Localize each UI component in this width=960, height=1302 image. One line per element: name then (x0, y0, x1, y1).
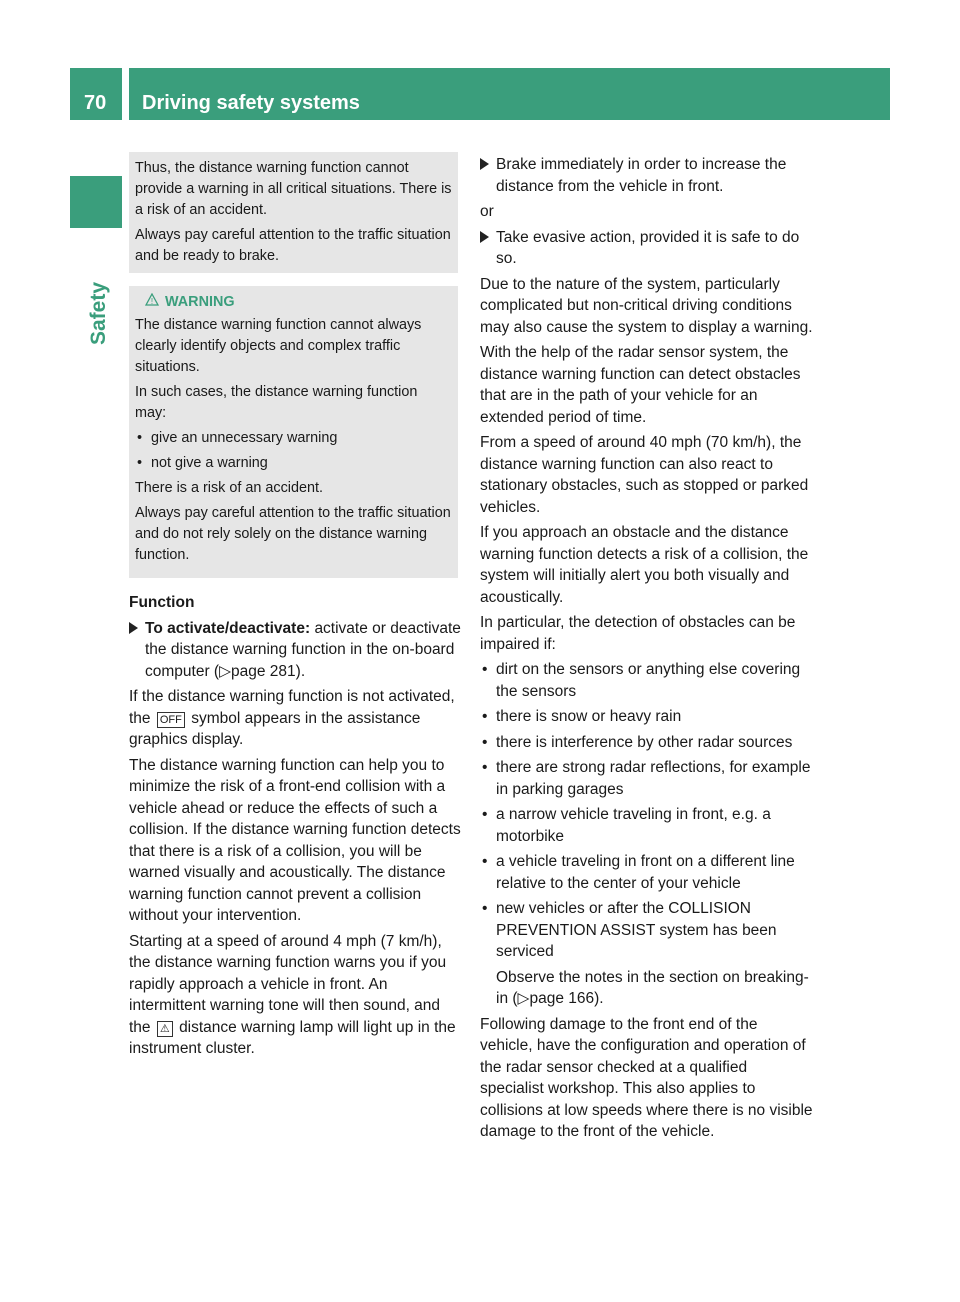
note: Observe the notes in the section on breaking-in (▷page 166). (496, 968, 809, 1007)
warning-title: WARNING (165, 294, 235, 310)
list-item: • dirt on the sensors or anything else covering the sensors (482, 661, 801, 700)
warning-paragraph: Always pay careful attention to the traffic situation and do not rely solely on the distance warning function. (135, 505, 451, 563)
or-text: or (480, 203, 494, 220)
paragraph: With the help of the radar sensor system, the distance warning function can detect obstacles that are in the path of your vehicle for an extended period of time. (480, 344, 801, 426)
box-paragraph: Thus, the distance warning function cannot provide a warning in all critical situations. There is a risk of an accident. (135, 160, 452, 218)
paragraph: If you approach an obstacle and the distance warning function detects a risk of a collision, the system will initially alert you both visually and acoustically. (480, 524, 809, 606)
paragraph: Following damage to the front end of the vehicle, have the configuration and operation of the radar sensor checked at a qualified specialist workshop. This also applies to collisions at low speeds where there is no visible damage to the front of the vehicle. (480, 1015, 813, 1140)
warning-bullet: • not give a warning (137, 455, 268, 471)
svg-text:!: ! (150, 297, 154, 306)
section-heading: Function (129, 594, 195, 611)
list-item: • new vehicles or after the COLLISION PREVENTION ASSIST system has been serviced (482, 900, 777, 960)
warning-paragraph: In such cases, the distance warning function may: (135, 384, 418, 421)
warning-paragraph: There is a risk of an accident. (135, 480, 323, 496)
list-item: • there are strong radar reflections, for example in parking garages (482, 759, 811, 798)
list-item: • there is interference by other radar sources (482, 733, 793, 751)
right-column (480, 154, 814, 1147)
page-title: Driving safety systems (142, 92, 360, 114)
instruction-step: Take evasive action, provided it is safe to do so. (480, 227, 814, 270)
paragraph: In particular, the detection of obstacles can be impaired if: (480, 614, 796, 653)
page-ref-icon: ▷ (219, 662, 232, 680)
page-ref-icon: ▷ (517, 990, 530, 1007)
warning-box (129, 286, 458, 578)
distance-warning-lamp-icon: ⚠ (157, 1021, 173, 1037)
side-tab-block (70, 176, 122, 228)
side-tab-label: Safety (87, 281, 110, 345)
list-item: • there is snow or heavy rain (482, 708, 682, 725)
warning-triangle-icon (145, 292, 161, 313)
warning-bullet: • give an unnecessary warning (137, 430, 338, 446)
instruction-step: To activate/deactivate: activate or deactivate the distance warning function in the on-board computer (▷page 281). (129, 618, 461, 683)
list-item: • a vehicle traveling in front on a different line relative to the center of your vehicle (482, 853, 795, 892)
left-column (129, 592, 461, 1064)
paragraph: Due to the nature of the system, particularly complicated but non-critical driving conditions may also cause the system to display a warning. (480, 275, 813, 336)
paragraph: Starting at a speed of around 4 mph (7 km/h), the distance warning function warns you if you rapidly approach a vehicle in front. An intermittent warning tone will then sound, and the ⚠ distance warning lamp will light up in the instrument cluster. (129, 932, 456, 1057)
caution-box (129, 152, 458, 273)
box-paragraph: Always pay careful attention to the traffic situation and be ready to brake. (135, 227, 451, 264)
paragraph: The distance warning function can help you to minimize the risk of a front-end collision with a vehicle ahead or reduce the effects of such a collision. If the distance warning function detects that there is a risk of a collision, you will be warned visually and acoustically. The distance warning function cannot prevent a collision without your intervention. (129, 756, 461, 924)
distance-warning-off-icon: OFF (157, 712, 185, 728)
instruction-step: Brake immediately in order to increase the distance from the vehicle in front. (480, 154, 814, 197)
paragraph: If the distance warning function is not activated, the OFF symbol appears in the assistance graphics display. (129, 688, 455, 748)
list-item: • a narrow vehicle traveling in front, e.g. a motorbike (482, 806, 771, 845)
paragraph: From a speed of around 40 mph (70 km/h), the distance warning function can also react to stationary obstacles, such as stopped or parked vehicles. (480, 434, 809, 516)
page-number: 70 (84, 92, 107, 114)
warning-paragraph: The distance warning function cannot always clearly identify objects and complex traffic situations. (135, 317, 422, 375)
